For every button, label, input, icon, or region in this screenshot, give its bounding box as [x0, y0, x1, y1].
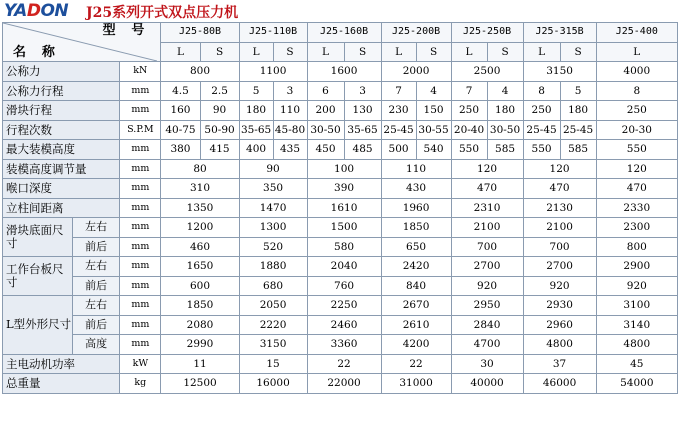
- value-cell: 180: [239, 101, 273, 121]
- value-cell: 400: [239, 140, 273, 160]
- value-cell: 2310: [451, 198, 523, 218]
- unit-cell: mm: [120, 296, 161, 316]
- value-cell: 45: [596, 354, 677, 374]
- model-name: J25-250B: [451, 23, 523, 43]
- value-cell: 8: [596, 81, 677, 101]
- value-cell: 7: [451, 81, 487, 101]
- ls-label: S: [273, 42, 307, 62]
- row-outline-h: [3, 335, 678, 355]
- value-cell: 1850: [161, 296, 239, 316]
- value-cell: 1850: [381, 218, 451, 238]
- value-cell: 3360: [307, 335, 381, 355]
- value-cell: 2080: [161, 315, 239, 335]
- row-outline-lr: [3, 296, 678, 316]
- ls-label: L: [451, 42, 487, 62]
- value-cell: 150: [416, 101, 451, 121]
- row-label: 滑块行程: [3, 101, 120, 121]
- row-slide_stroke: [3, 101, 678, 121]
- sub-label: 前后: [72, 237, 119, 257]
- model-header: 型 号: [102, 23, 149, 38]
- value-cell: 90: [239, 159, 307, 179]
- unit-cell: mm: [120, 257, 161, 277]
- row-column_dist: [3, 198, 678, 218]
- row-die_height: [3, 140, 678, 160]
- value-cell: 3150: [523, 62, 596, 82]
- value-cell: 46000: [523, 374, 596, 394]
- value-cell: 470: [451, 179, 523, 199]
- value-cell: 380: [161, 140, 200, 160]
- value-cell: 2930: [523, 296, 596, 316]
- row-label: 喉口深度: [3, 179, 120, 199]
- value-cell: 550: [451, 140, 487, 160]
- value-cell: 4000: [596, 62, 677, 82]
- value-cell: 1100: [239, 62, 307, 82]
- value-cell: 4800: [523, 335, 596, 355]
- value-cell: 5: [560, 81, 596, 101]
- value-cell: 22000: [307, 374, 381, 394]
- value-cell: 470: [523, 179, 596, 199]
- row-table_size-lr: [3, 257, 678, 277]
- value-cell: 800: [161, 62, 239, 82]
- value-cell: 2130: [523, 198, 596, 218]
- value-cell: 350: [239, 179, 307, 199]
- value-cell: 2670: [381, 296, 451, 316]
- value-cell: 120: [451, 159, 523, 179]
- unit-cell: mm: [120, 315, 161, 335]
- value-cell: 20-30: [596, 120, 677, 140]
- value-cell: 100: [307, 159, 381, 179]
- row-label: 装模高度调节量: [3, 159, 120, 179]
- row-slide_size-fb: [3, 237, 678, 257]
- value-cell: 2220: [239, 315, 307, 335]
- unit-cell: mm: [120, 101, 161, 121]
- sub-label: 前后: [72, 276, 119, 296]
- value-cell: 250: [451, 101, 487, 121]
- header: [0, 0, 680, 22]
- value-cell: 1650: [161, 257, 239, 277]
- value-cell: 1300: [239, 218, 307, 238]
- row-weight: [3, 374, 678, 394]
- value-cell: 4700: [451, 335, 523, 355]
- value-cell: 1470: [239, 198, 307, 218]
- value-cell: 3: [344, 81, 381, 101]
- value-cell: 35-65: [344, 120, 381, 140]
- unit-cell: mm: [120, 140, 161, 160]
- value-cell: 11: [161, 354, 239, 374]
- value-cell: 2330: [596, 198, 677, 218]
- value-cell: 585: [487, 140, 523, 160]
- row-slide_size-lr: [3, 218, 678, 238]
- sub-label: 左右: [72, 296, 119, 316]
- value-cell: 1960: [381, 198, 451, 218]
- value-cell: 2100: [523, 218, 596, 238]
- value-cell: 520: [239, 237, 307, 257]
- value-cell: 390: [307, 179, 381, 199]
- value-cell: 7: [381, 81, 416, 101]
- value-cell: 40000: [451, 374, 523, 394]
- row-outline-fb: [3, 315, 678, 335]
- value-cell: 650: [381, 237, 451, 257]
- model-name: J25-200B: [381, 23, 451, 43]
- value-cell: 4: [416, 81, 451, 101]
- value-cell: 415: [200, 140, 239, 160]
- row-label: 工作台板尺寸: [3, 257, 73, 296]
- sub-label: 左右: [72, 257, 119, 277]
- value-cell: 700: [451, 237, 523, 257]
- value-cell: 180: [560, 101, 596, 121]
- unit-cell: mm: [120, 335, 161, 355]
- value-cell: 8: [523, 81, 560, 101]
- model-name: J25-110B: [239, 23, 307, 43]
- ls-label: L: [161, 42, 200, 62]
- unit-cell: mm: [120, 276, 161, 296]
- value-cell: 3140: [596, 315, 677, 335]
- model-row: [3, 23, 678, 43]
- row-stroke_rate: [3, 120, 678, 140]
- value-cell: 2460: [307, 315, 381, 335]
- header-diagonal-cell: [3, 23, 161, 62]
- value-cell: 1500: [307, 218, 381, 238]
- value-cell: 550: [596, 140, 677, 160]
- value-cell: 540: [416, 140, 451, 160]
- value-cell: 2900: [596, 257, 677, 277]
- value-cell: 45-80: [273, 120, 307, 140]
- value-cell: 2.5: [200, 81, 239, 101]
- ls-label: L: [307, 42, 344, 62]
- ls-label: L: [381, 42, 416, 62]
- row-die_adjust: [3, 159, 678, 179]
- unit-cell: mm: [120, 218, 161, 238]
- unit-cell: kN: [120, 62, 161, 82]
- value-cell: 840: [381, 276, 451, 296]
- value-cell: 35-65: [239, 120, 273, 140]
- row-label: 最大装模高度: [3, 140, 120, 160]
- row-label: 主电动机功率: [3, 354, 120, 374]
- value-cell: 250: [523, 101, 560, 121]
- value-cell: 430: [381, 179, 451, 199]
- ls-label: S: [560, 42, 596, 62]
- value-cell: 3150: [239, 335, 307, 355]
- value-cell: 90: [200, 101, 239, 121]
- value-cell: 2840: [451, 315, 523, 335]
- unit-cell: mm: [120, 159, 161, 179]
- sub-label: 左右: [72, 218, 119, 238]
- value-cell: 4200: [381, 335, 451, 355]
- value-cell: 700: [523, 237, 596, 257]
- unit-cell: S.P.M: [120, 120, 161, 140]
- sub-label: 高度: [72, 335, 119, 355]
- row-motor: [3, 354, 678, 374]
- value-cell: 200: [307, 101, 344, 121]
- value-cell: 25-45: [560, 120, 596, 140]
- value-cell: 30: [451, 354, 523, 374]
- value-cell: 485: [344, 140, 381, 160]
- value-cell: 2700: [451, 257, 523, 277]
- model-name: J25-160B: [307, 23, 381, 43]
- value-cell: 2610: [381, 315, 451, 335]
- value-cell: 470: [596, 179, 677, 199]
- value-cell: 22: [307, 354, 381, 374]
- ls-label: S: [416, 42, 451, 62]
- ls-label: S: [344, 42, 381, 62]
- value-cell: 1610: [307, 198, 381, 218]
- value-cell: 4.5: [161, 81, 200, 101]
- value-cell: 30-50: [487, 120, 523, 140]
- value-cell: 160: [161, 101, 200, 121]
- value-cell: 800: [596, 237, 677, 257]
- value-cell: 2040: [307, 257, 381, 277]
- value-cell: 15: [239, 354, 307, 374]
- value-cell: 920: [523, 276, 596, 296]
- value-cell: 550: [523, 140, 560, 160]
- row-label: 行程次数: [3, 120, 120, 140]
- row-label: 总重量: [3, 374, 120, 394]
- ls-label: L: [239, 42, 273, 62]
- value-cell: 2990: [161, 335, 239, 355]
- value-cell: 230: [381, 101, 416, 121]
- brand-logo: YADON: [4, 1, 69, 21]
- value-cell: 31000: [381, 374, 451, 394]
- row-nominal_force: [3, 62, 678, 82]
- model-name: J25-315B: [523, 23, 596, 43]
- value-cell: 16000: [239, 374, 307, 394]
- value-cell: 54000: [596, 374, 677, 394]
- value-cell: 450: [307, 140, 344, 160]
- unit-cell: mm: [120, 179, 161, 199]
- value-cell: 3100: [596, 296, 677, 316]
- value-cell: 310: [161, 179, 239, 199]
- row-throat: [3, 179, 678, 199]
- value-cell: 6: [307, 81, 344, 101]
- value-cell: 110: [381, 159, 451, 179]
- unit-cell: mm: [120, 81, 161, 101]
- value-cell: 50-90: [200, 120, 239, 140]
- value-cell: 3: [273, 81, 307, 101]
- value-cell: 80: [161, 159, 239, 179]
- ls-label: S: [200, 42, 239, 62]
- value-cell: 110: [273, 101, 307, 121]
- value-cell: 25-45: [523, 120, 560, 140]
- row-label: 公称力行程: [3, 81, 120, 101]
- spec-table: [2, 22, 678, 394]
- page-title: J25系列开式双点压力机: [86, 5, 239, 21]
- ls-label: S: [487, 42, 523, 62]
- value-cell: 2300: [596, 218, 677, 238]
- model-name: J25-400: [596, 23, 677, 43]
- row-table_size-fb: [3, 276, 678, 296]
- value-cell: 1880: [239, 257, 307, 277]
- value-cell: 12500: [161, 374, 239, 394]
- row-label: 公称力: [3, 62, 120, 82]
- value-cell: 760: [307, 276, 381, 296]
- value-cell: 1600: [307, 62, 381, 82]
- ls-label: L: [596, 42, 677, 62]
- value-cell: 460: [161, 237, 239, 257]
- value-cell: 680: [239, 276, 307, 296]
- value-cell: 600: [161, 276, 239, 296]
- row-label: 立柱间距离: [3, 198, 120, 218]
- value-cell: 120: [596, 159, 677, 179]
- value-cell: 250: [596, 101, 677, 121]
- value-cell: 2500: [451, 62, 523, 82]
- unit-cell: mm: [120, 237, 161, 257]
- row-label: 滑块底面尺寸: [3, 218, 73, 257]
- value-cell: 500: [381, 140, 416, 160]
- value-cell: 2700: [523, 257, 596, 277]
- value-cell: 37: [523, 354, 596, 374]
- value-cell: 180: [487, 101, 523, 121]
- value-cell: 20-40: [451, 120, 487, 140]
- unit-cell: mm: [120, 198, 161, 218]
- value-cell: 2050: [239, 296, 307, 316]
- value-cell: 130: [344, 101, 381, 121]
- value-cell: 580: [307, 237, 381, 257]
- value-cell: 585: [560, 140, 596, 160]
- unit-cell: kg: [120, 374, 161, 394]
- value-cell: 4800: [596, 335, 677, 355]
- value-cell: 5: [239, 81, 273, 101]
- value-cell: 920: [596, 276, 677, 296]
- name-header: 名 称: [13, 45, 59, 60]
- value-cell: 2250: [307, 296, 381, 316]
- value-cell: 120: [523, 159, 596, 179]
- value-cell: 1200: [161, 218, 239, 238]
- value-cell: 2000: [381, 62, 451, 82]
- value-cell: 1350: [161, 198, 239, 218]
- value-cell: 30-50: [307, 120, 344, 140]
- value-cell: 30-55: [416, 120, 451, 140]
- value-cell: 4: [487, 81, 523, 101]
- ls-label: L: [523, 42, 560, 62]
- value-cell: 25-45: [381, 120, 416, 140]
- row-label: L型外形尺寸: [3, 296, 73, 355]
- unit-cell: kW: [120, 354, 161, 374]
- value-cell: 2100: [451, 218, 523, 238]
- model-name: J25-80B: [161, 23, 239, 43]
- value-cell: 22: [381, 354, 451, 374]
- value-cell: 40-75: [161, 120, 200, 140]
- value-cell: 2950: [451, 296, 523, 316]
- value-cell: 2960: [523, 315, 596, 335]
- sub-label: 前后: [72, 315, 119, 335]
- value-cell: 2420: [381, 257, 451, 277]
- row-force_stroke: [3, 81, 678, 101]
- value-cell: 435: [273, 140, 307, 160]
- value-cell: 920: [451, 276, 523, 296]
